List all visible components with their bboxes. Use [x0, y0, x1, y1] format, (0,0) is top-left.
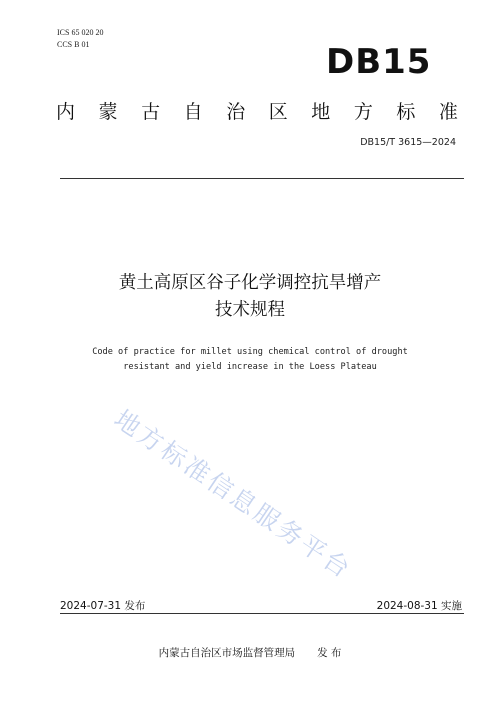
authority-char: 准: [438, 101, 458, 123]
classification-codes: [57, 27, 103, 51]
authority-char: 内: [56, 101, 76, 123]
chinese-title-line: 黄土高原区谷子化学调控抗旱增产: [118, 273, 382, 293]
english-title-line: resistant and yield increase in the Loess Plateau: [123, 362, 377, 372]
authority-char: 自: [183, 101, 203, 123]
implementation-date: 2024-08-31 实施: [376, 600, 462, 612]
authority-char: 治: [226, 101, 246, 123]
issue-date: 2024-07-31 发布: [60, 600, 146, 612]
english-title-line: Code of practice for millet using chemical control of drought: [92, 347, 408, 357]
standard-number: DB15/T 3615—2024: [360, 137, 456, 148]
authority-char: 方: [353, 101, 373, 123]
bottom-divider: [60, 613, 464, 614]
watermark: 地方标准信息服务平台: [108, 404, 358, 585]
authority-char: 区: [268, 101, 288, 123]
authority-char: 古: [141, 101, 161, 123]
publisher-name: 内蒙古自治区市场监督管理局: [158, 647, 296, 659]
issuing-authority-heading: [56, 97, 458, 124]
ccs-code: CCS B 01: [57, 40, 90, 49]
top-divider: [60, 178, 464, 179]
authority-char: 地: [311, 101, 331, 123]
publisher-line: [0, 645, 500, 660]
chinese-title-line: 技术规程: [215, 300, 285, 320]
authority-char: 蒙: [98, 101, 118, 123]
authority-char: 标: [396, 101, 416, 123]
english-title: [0, 345, 500, 375]
chinese-title: [0, 270, 500, 324]
publisher-action: 发 布: [317, 647, 342, 659]
db-logo: DB15: [326, 42, 432, 82]
ics-code: ICS 65 020 20: [57, 28, 104, 37]
